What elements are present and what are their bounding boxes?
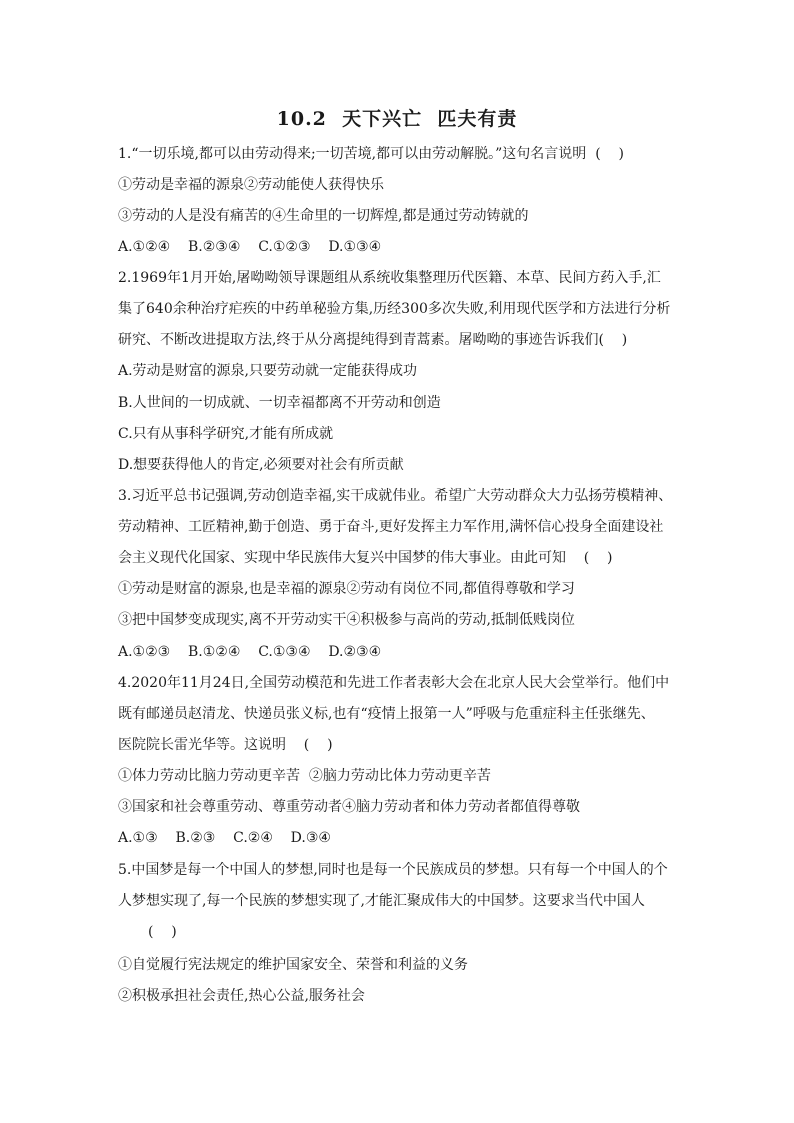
question-4-stem-line-3: 医院院长雷光华等。这说明 ( ) bbox=[118, 737, 333, 753]
question-2-stem-line-2: 集了640余种治疗疟疾的中药单秘验方集,历经300多次失败,利用现代医学和方法进行分析 bbox=[118, 301, 671, 317]
question-4-statement-a: ①体力劳动比脑力劳动更辛苦 ②脑力劳动比体力劳动更辛苦 bbox=[118, 768, 491, 784]
question-2-stem-line-3: 研究、不断改进提取方法,终于从分离提纯得到青蒿素。屠呦呦的事迹告诉我们( ) bbox=[118, 332, 628, 348]
question-5-statement-a: ①自觉履行宪法规定的维护国家安全、荣誉和利益的义务 bbox=[118, 957, 468, 973]
question-2-stem-line-1: 2.1969年1月开始,屠呦呦领导课题组从系统收集整理历代医籍、本草、民间方药入手,汇 bbox=[118, 270, 661, 286]
question-4-options: A.①③ B.②③ C.②④ D.③④ bbox=[118, 830, 331, 846]
question-3-stem-line-3: 会主义现代化国家、实现中华民族伟大复兴中国梦的伟大事业。由此可知 ( ) bbox=[118, 550, 613, 566]
question-5-stem-line-1: 5.中国梦是每一个中国人的梦想,同时也是每一个民族成员的梦想。只有每一个中国人的个 bbox=[118, 862, 668, 878]
question-5-statement-b: ②积极承担社会责任,热心公益,服务社会 bbox=[118, 988, 365, 1004]
question-3-stem-line-2: 劳动精神、工匠精神,勤于创造、勇于奋斗,更好发挥主力军作用,满怀信心投身全面建设社 bbox=[118, 519, 664, 535]
question-2-option-c: C.只有从事科学研究,才能有所成就 bbox=[118, 426, 334, 442]
question-5-stem-line-2: 人梦想实现了,每一个民族的梦想实现了,才能汇聚成伟大的中国梦。这要求当代中国人 bbox=[118, 893, 645, 909]
question-3-options: A.①②③ B.①②④ C.①③④ D.②③④ bbox=[118, 644, 382, 660]
question-1-stem: 1.“一切乐境,都可以由劳动得来;一切苦境,都可以由劳动解脱。”这句名言说明 ( ) bbox=[118, 146, 624, 162]
question-1-options: A.①②④ B.②③④ C.①②③ D.①③④ bbox=[118, 239, 382, 255]
question-4-stem-line-2: 既有邮递员赵清龙、快递员张义标,也有“疫情上报第一人”呼吸与危重症科主任张继先、 bbox=[118, 706, 655, 722]
question-2-option-b: B.人世间的一切成就、一切幸福都离不开劳动和创造 bbox=[118, 395, 441, 411]
question-2-option-a: A.劳动是财富的源泉,只要劳动就一定能获得成功 bbox=[118, 363, 418, 379]
page-title: 10.2 天下兴亡 匹夫有责 bbox=[276, 108, 518, 130]
question-1-statement-a: ①劳动是幸福的源泉②劳动能使人获得快乐 bbox=[118, 177, 384, 193]
question-4-stem-line-1: 4.2020年11月24日,全国劳动模范和先进工作者表彰大会在北京人民大会堂举行。他们中 bbox=[118, 675, 670, 691]
question-5-answer-bracket: ( ) bbox=[148, 924, 177, 940]
question-2-option-d: D.想要获得他人的肯定,必须要对社会有所贡献 bbox=[118, 457, 404, 473]
question-3-statement-a: ①劳动是财富的源泉,也是幸福的源泉②劳动有岗位不同,都值得尊敬和学习 bbox=[118, 581, 575, 597]
question-3-statement-b: ③把中国梦变成现实,离不开劳动实干④积极参与高尚的劳动,抵制低贱岗位 bbox=[118, 612, 575, 628]
question-3-stem-line-1: 3.习近平总书记强调,劳动创造幸福,实干成就伟业。希望广大劳动群众大力弘扬劳模精神、 bbox=[118, 488, 673, 504]
question-4-statement-b: ③国家和社会尊重劳动、尊重劳动者④脑力劳动者和体力劳动者都值得尊敬 bbox=[118, 799, 580, 815]
question-1-statement-b: ③劳动的人是没有痛苦的④生命里的一切辉煌,都是通过劳动铸就的 bbox=[118, 208, 529, 224]
